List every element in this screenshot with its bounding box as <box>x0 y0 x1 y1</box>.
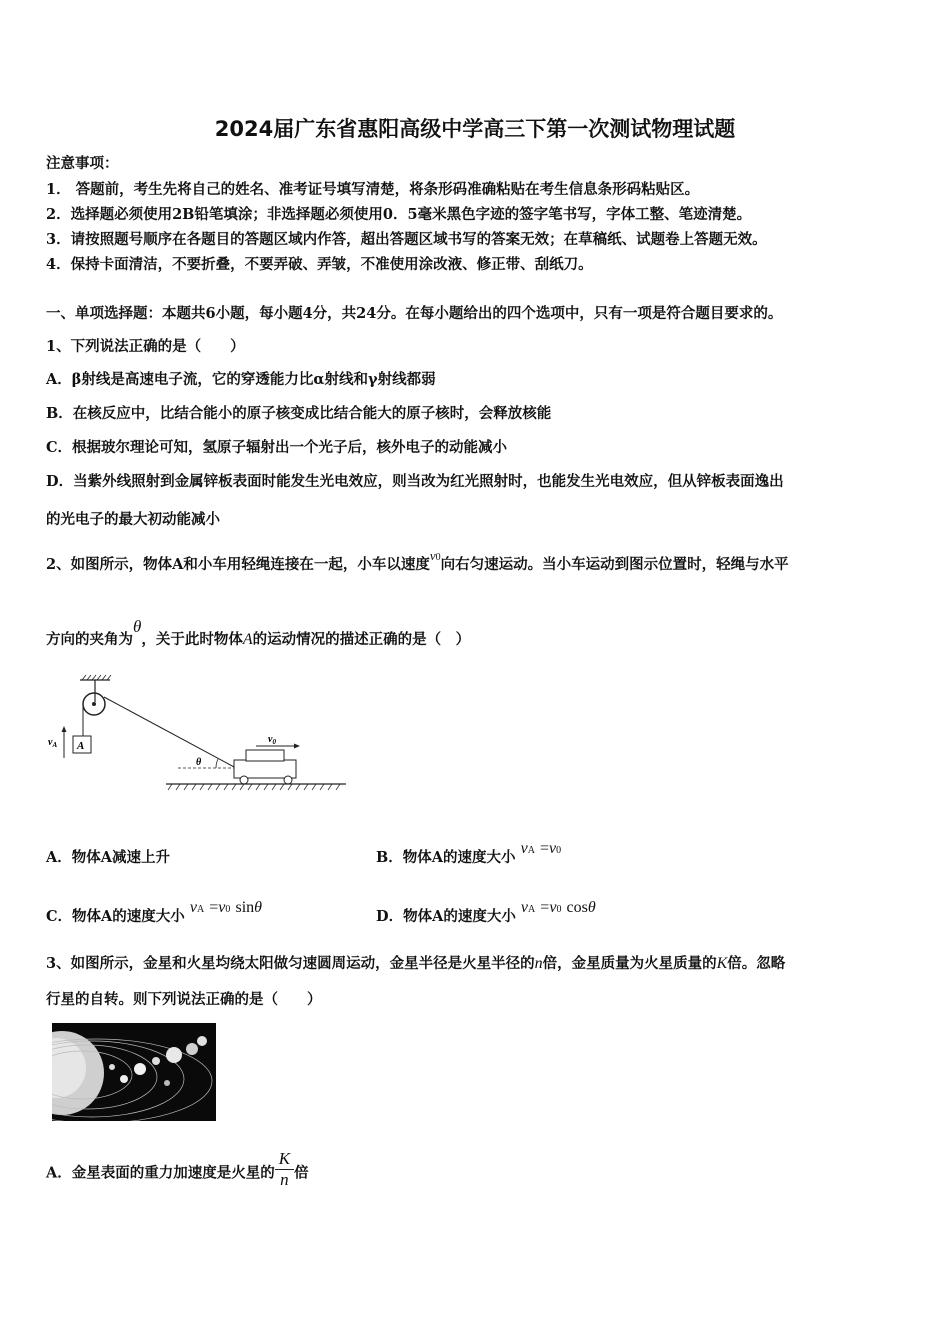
v0-label: $v_0$ <box>268 734 276 746</box>
q1-option-d-line2: 的光电子的最大初动能减小 <box>46 511 220 528</box>
theta-label: θ <box>196 757 202 768</box>
solar-system-image <box>52 1023 216 1121</box>
q1-option-a: A．β射线是高速电子流，它的穿透能力比α射线和γ射线都弱 <box>46 371 436 388</box>
q3-stem-line1: 3、如图所示，金星和火星均绕太阳做匀速圆周运动，金星半径是火星半径的n倍，金星质量为火星质量的K倍。忽略 <box>46 955 786 972</box>
q2-option-c-formula: vA =v0 sinθ <box>189 899 262 916</box>
q2-option-b: B．物体A的速度大小 vA =v0 <box>376 840 562 866</box>
note-item-3: 3．请按照题号顺序在各题目的答题区域内作答，超出答题区域书写的答案无效；在草稿纸、试题卷上答题无效。 <box>46 231 767 248</box>
note-item-2: 2．选择题必须使用2B铅笔填涂；非选择题必须使用0．5毫米黑色字迹的签字笔书写，字体工整、笔迹清楚。 <box>46 206 752 223</box>
note-item-1: 1． 答题前，考生先将自己的姓名、准考证号填写清楚，将条形码准确粘贴在考生信息条形码粘贴区。 <box>46 181 700 198</box>
q3-option-a: A．金星表面的重力加速度是火星的 $\frac{K}{n}$ 倍 <box>46 1149 309 1189</box>
va-label: $v_A$ <box>48 737 58 749</box>
block-a-label: A <box>77 740 85 752</box>
q2-stem-line2: 方向的夹角为θ，关于此时物体A的运动情况的描述正确的是（ ） <box>46 617 471 648</box>
q2-option-d: D．物体A的速度大小 vA =v0 cosθ <box>376 899 596 925</box>
q2-option-d-formula: vA =v0 cosθ <box>520 899 596 916</box>
q2-option-c: C．物体A的速度大小 vA =v0 sinθ <box>46 899 262 925</box>
notes-heading: 注意事项： <box>46 155 119 172</box>
note-item-4: 4．保持卡面清洁，不要折叠，不要弄破、弄皱，不准使用涂改液、修正带、刮纸刀。 <box>46 256 593 273</box>
q2-stem-line1: 2、如图所示，物体A和小车用轻绳连接在一起，小车以速度v0向右匀速运动。当小车运动到图示位置时，轻绳与水平 <box>46 548 789 573</box>
q1-option-d-line1: D．当紫外线照射到金属锌板表面时能发生光电效应，则当改为红光照射时，也能发生光电效应，但从锌板表面逸出 <box>46 473 784 490</box>
q2-option-a: A．物体A减速上升 <box>46 849 170 866</box>
q1-option-b: B．在核反应中，比结合能小的原子核变成比结合能大的原子核时，会释放核能 <box>46 405 552 422</box>
q3-fraction: $\frac{K}{n}$ <box>275 1149 294 1190</box>
section-heading: 一、单项选择题：本题共6小题，每小题4分，共24分。在每小题给出的四个选项中，只有一项是符合题目要求的。 <box>46 305 783 322</box>
q2-pulley-figure <box>46 672 356 802</box>
car <box>234 750 296 784</box>
q1-option-c: C．根据玻尔理论可知，氢原子辐射出一个光子后，核外电子的动能减小 <box>46 439 508 456</box>
q1-stem: 1、下列说法正确的是（ ） <box>46 338 245 355</box>
q3-stem-line2: 行星的自转。则下列说法正确的是（ ） <box>46 991 322 1008</box>
page-title: 2024届广东省惠阳高级中学高三下第一次测试物理试题 <box>214 117 736 141</box>
q2-option-b-formula: vA =v0 <box>520 840 562 857</box>
